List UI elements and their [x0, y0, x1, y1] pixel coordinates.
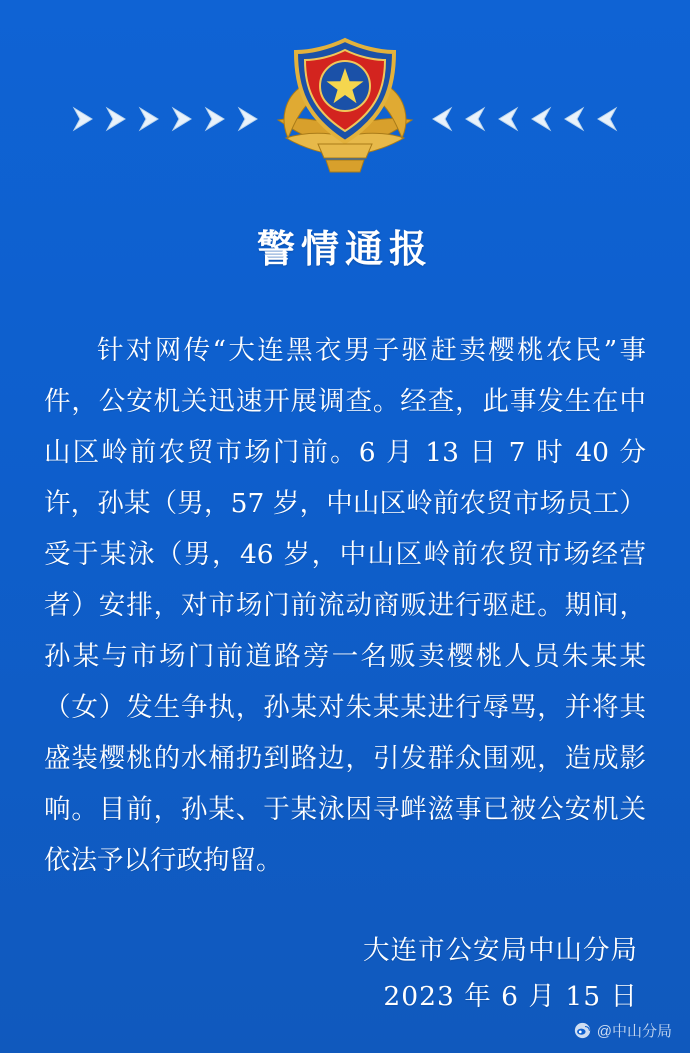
watermark-account: @中山分局: [596, 1023, 672, 1040]
header-band: [0, 0, 690, 200]
signature-block: [0, 928, 638, 1020]
chevron-left-icon: [489, 106, 519, 132]
chevron-right-icon: [204, 106, 234, 132]
notice-body: [44, 325, 646, 886]
chevron-left-icon: [423, 106, 453, 132]
title-container: [0, 218, 690, 273]
notice-body-paragraph: 针对网传“大连黑衣男子驱赶卖樱桃农民”事件，公安机关迅速开展调查。经查，此事发生在中山区岭前农贸市场门前。6 月 13 日 7 时 40 分许，孙某（男，57 岁，中山区岭前农贸市场员工）受于某泳（男，46 岁，中山区岭前农贸市场经营者）安排，对市场门前流动商贩进行驱赶。期间，孙某与市场门前道路旁一名贩卖樱桃人员朱某某（女）发生争执，孙某对朱某某进行辱骂，并将其盛装樱桃的水桶扔到路边，引发群众围观，造成影响。目前，孙某、于某泳因寻衅滋事已被公安机关依法予以行政拘留。: [44, 335, 646, 876]
watermark: [574, 1020, 672, 1041]
signature-date: 2023 年 6 月 15 日: [383, 981, 638, 1012]
weibo-icon: [574, 1022, 591, 1039]
chevron-right-icon: [105, 106, 135, 132]
china-police-badge-icon: [260, 24, 430, 184]
signature-organization: 大连市公安局中山分局: [363, 935, 638, 966]
page-title: 警情通报: [256, 226, 433, 271]
chevron-right-icon: [72, 106, 102, 132]
chevron-left-icon: [555, 106, 585, 132]
chevron-left-icon: [522, 106, 552, 132]
chevron-left-icon: [456, 106, 486, 132]
chevron-left-icon: [588, 106, 618, 132]
chevron-right-icon: [138, 106, 168, 132]
right-chevron-group: [423, 106, 618, 132]
left-chevron-group: [72, 106, 267, 132]
chevron-right-icon: [171, 106, 201, 132]
